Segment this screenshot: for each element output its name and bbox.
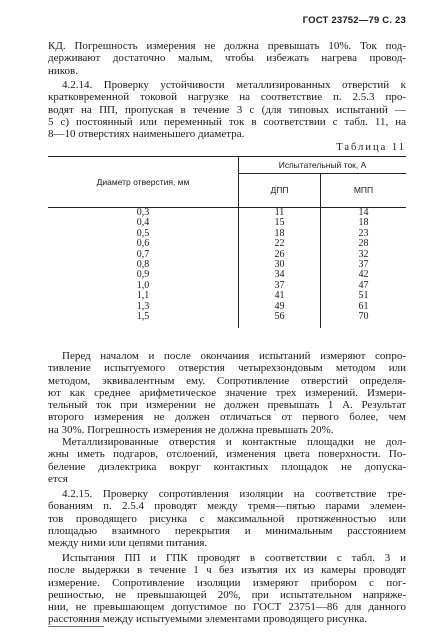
column-header-mpp: МПП <box>320 174 406 208</box>
table-padding-row <box>48 322 406 328</box>
cell-dpp: 22 <box>239 239 321 249</box>
text-line: Перед началом и после окончания испытаний измеряют сопро- <box>62 350 406 362</box>
text-line: ников. <box>48 64 79 77</box>
table-row <box>48 281 406 291</box>
table-row <box>48 302 406 312</box>
cell-diameter: 1,5 <box>48 312 239 322</box>
text-line: на 30%. Погрешность измерения не должна превышать 20%. <box>48 423 334 436</box>
cell-dpp: 11 <box>239 208 321 219</box>
paragraph-intro <box>48 40 406 77</box>
text-line: тельный ток при измерении не должен превышать 1 А. Результат <box>48 399 406 412</box>
cell-mpp: 23 <box>358 227 369 239</box>
text-line: методом, эквивалентным ему. Сопротивление отверстий определя- <box>48 374 406 387</box>
cell-mpp: 28 <box>358 238 369 250</box>
cell-mpp: 61 <box>358 300 369 312</box>
text-line: бованиям п. 2.5.4 проводят между тремя—пятью парами элемен- <box>48 500 406 513</box>
table-row <box>48 218 406 228</box>
cell-mpp: 14 <box>358 207 369 218</box>
cell-diameter: 0,5 <box>48 229 239 239</box>
text-line: тов проводящего рисунка с максимальной протяженностью или <box>48 512 406 525</box>
cell-diameter: 1,0 <box>48 281 239 291</box>
text-line: ют как среднее арифметическое значение трех измерений. Измери- <box>48 386 406 399</box>
cell-mpp: 51 <box>358 290 369 302</box>
cell-dpp: 30 <box>239 260 321 270</box>
table-row <box>48 208 406 219</box>
table-row <box>48 229 406 239</box>
text-line: измерение. Сопротивление изоляции измеряют прибором с пог- <box>48 576 406 589</box>
paragraph-tests <box>48 552 406 626</box>
text-line: 4.2.14. Проверку устойчивости металлизированных отверстий к <box>62 79 406 91</box>
text-line: второго измерения не должен отличаться от первого более, чем <box>48 411 406 424</box>
text-line: держивают достаточно малым, чтобы избежать нагрева провод- <box>48 52 406 65</box>
column-header-current: Испытательный ток, А <box>239 157 407 174</box>
text-line: между ними или цепями питания. <box>48 537 208 550</box>
table-row <box>48 270 406 280</box>
table-caption: Таблица 11 <box>336 142 406 153</box>
cell-dpp: 41 <box>239 291 321 301</box>
table-row <box>48 239 406 249</box>
text-line: тивление испытуемого отверстия четырехзондовым методом или <box>48 362 406 375</box>
paragraph-metallized <box>48 436 406 485</box>
table-row <box>48 250 406 260</box>
paragraph-measurement <box>48 350 406 436</box>
text-line: решностью, не превышающей 20%, при испытательном напряже- <box>48 588 406 601</box>
cell-dpp: 56 <box>239 312 321 322</box>
column-header-dpp: ДПП <box>239 174 321 208</box>
page-header: ГОСТ 23752—79 С. 23 <box>302 15 406 26</box>
cell-diameter: 0,9 <box>48 270 239 280</box>
cell-mpp: 18 <box>358 217 369 229</box>
cell-mpp: 37 <box>358 259 369 271</box>
cell-dpp: 15 <box>239 218 321 228</box>
text-line: КД. Погрешность измерения не должна превышать 10%. Ток под- <box>48 40 406 52</box>
cell-diameter: 1,3 <box>48 302 239 312</box>
text-line: 5 с) постоянный или переменный ток в соответствии с табл. 11, на <box>48 115 406 128</box>
table-row <box>48 260 406 270</box>
cell-diameter: 0,8 <box>48 260 239 270</box>
cell-diameter: 1,1 <box>48 291 239 301</box>
table-padding-cell <box>239 322 321 328</box>
text-line: после выдержки в течение 1 ч без изъятия их из камеры проводят <box>48 564 406 577</box>
cell-mpp: 32 <box>358 248 369 260</box>
text-line: водят на ПП, пропуская в течение 3 с (для типовых испытаний — <box>48 103 406 116</box>
footer-rule <box>48 626 104 627</box>
text-line: Металлизированные отверстия и контактные площадки не дол- <box>62 436 406 448</box>
text-line: расстояния между испытуемыми элементами проводящего рисунка. <box>48 613 367 626</box>
cell-diameter: 0,4 <box>48 218 239 228</box>
table-padding-cell <box>320 322 406 328</box>
text-line: жны иметь подгаров, отслоений, изменения цвета поверхности. По- <box>48 448 406 461</box>
cell-diameter: 0,7 <box>48 250 239 260</box>
table-row <box>48 312 406 322</box>
text-line: площадью взаимного перекрытия и минимальным расстоянием <box>48 524 406 537</box>
cell-diameter: 0,3 <box>48 208 239 219</box>
cell-diameter: 0,6 <box>48 239 239 249</box>
text-line: 8—10 отверстиях наименьшего диаметра. <box>48 128 245 141</box>
paragraph-4-2-14 <box>48 79 406 140</box>
text-line: 4.2.15. Проверку сопротивления изоляции на соответствие тре- <box>62 488 406 500</box>
text-line: ется <box>48 472 68 485</box>
text-line: Испытания ПП и ГПК проводят в соответствии с табл. 3 и <box>62 552 406 564</box>
paragraph-4-2-15 <box>48 488 406 549</box>
cell-dpp: 18 <box>239 229 321 239</box>
text-line: кратковременной токовой нагрузке на соответствие п. 2.5.3 про- <box>48 91 406 104</box>
cell-dpp: 37 <box>239 281 321 291</box>
table-padding-cell <box>48 322 239 328</box>
cell-mpp: 42 <box>358 269 369 281</box>
cell-dpp: 34 <box>239 270 321 280</box>
cell-mpp: 47 <box>358 279 369 291</box>
text-line: беление диэлектрика вокруг контактных площадок не допуска- <box>48 460 406 473</box>
cell-dpp: 26 <box>239 250 321 260</box>
cell-dpp: 49 <box>239 302 321 312</box>
text-line: нии, не превышающем допустимое по ГОСТ 23751—86 для данного <box>48 601 406 614</box>
table-row <box>48 291 406 301</box>
column-header-diameter: Диаметр отверстия, мм <box>48 157 239 208</box>
cell-mpp: 70 <box>358 311 369 323</box>
table-11 <box>48 156 406 328</box>
